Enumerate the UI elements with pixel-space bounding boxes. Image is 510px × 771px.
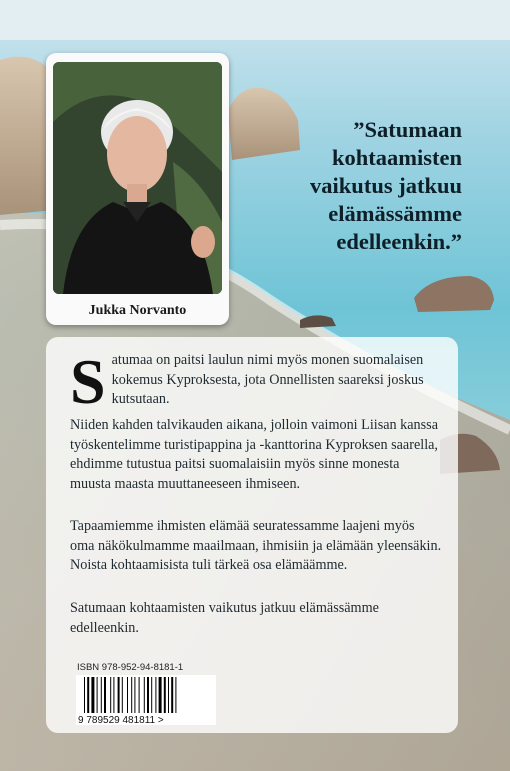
drop-cap: S <box>70 346 106 417</box>
blurb-paragraph-2: Niiden kahden talvikauden aikana, jolloin vaimoni Liisan kanssa työskentelimme turistipappina ja -kanttorina Kyproksen saarella, ehdimme tutustua paitsi suomalaisiin myös sinne monesta muusta maasta muuttaneeseen ihmiseen. <box>70 417 438 492</box>
pull-quote <box>236 116 462 256</box>
blurb-paragraph-4: Satumaan kohtaamisten vaikutus jatkuu elämässämme edelleenkin. <box>70 600 379 636</box>
quote-line: edelleenkin.” <box>336 229 462 254</box>
quote-line: ”Satumaan <box>353 117 462 142</box>
author-photo-card <box>46 53 229 325</box>
barcode-digits: 9 789529 481811 > <box>78 715 164 725</box>
sea-rock-right <box>414 276 494 312</box>
blurb-paragraph-3: Tapaamiemme ihmisten elämää seuratessamme laajeni myös oma näkökulmamme maailmaan, ihmisiin ja elämään yleensäkin. Noista kohtaamisista tuli tärkeä osa elämäämme. <box>70 518 442 574</box>
quote-line: elämässämme <box>328 201 462 226</box>
quote-line: vaikutus jatkuu <box>310 173 462 198</box>
author-photo <box>53 62 222 294</box>
quote-line: kohtaamisten <box>331 145 462 170</box>
blurb-paragraph-1-text: atumaa on paitsi laulun nimi myös monen suomalaisen kokemus Kyproksesta, jota Onnellisten saareksi joskus kutsutaan. <box>111 352 424 408</box>
blurb-paragraph-1 <box>70 346 442 417</box>
isbn-label: ISBN 978-952-94-8181-1 <box>77 662 184 673</box>
blurb-panel <box>46 337 458 733</box>
author-name-caption: Jukka Norvanto <box>88 303 187 318</box>
isbn-barcode <box>76 675 216 725</box>
